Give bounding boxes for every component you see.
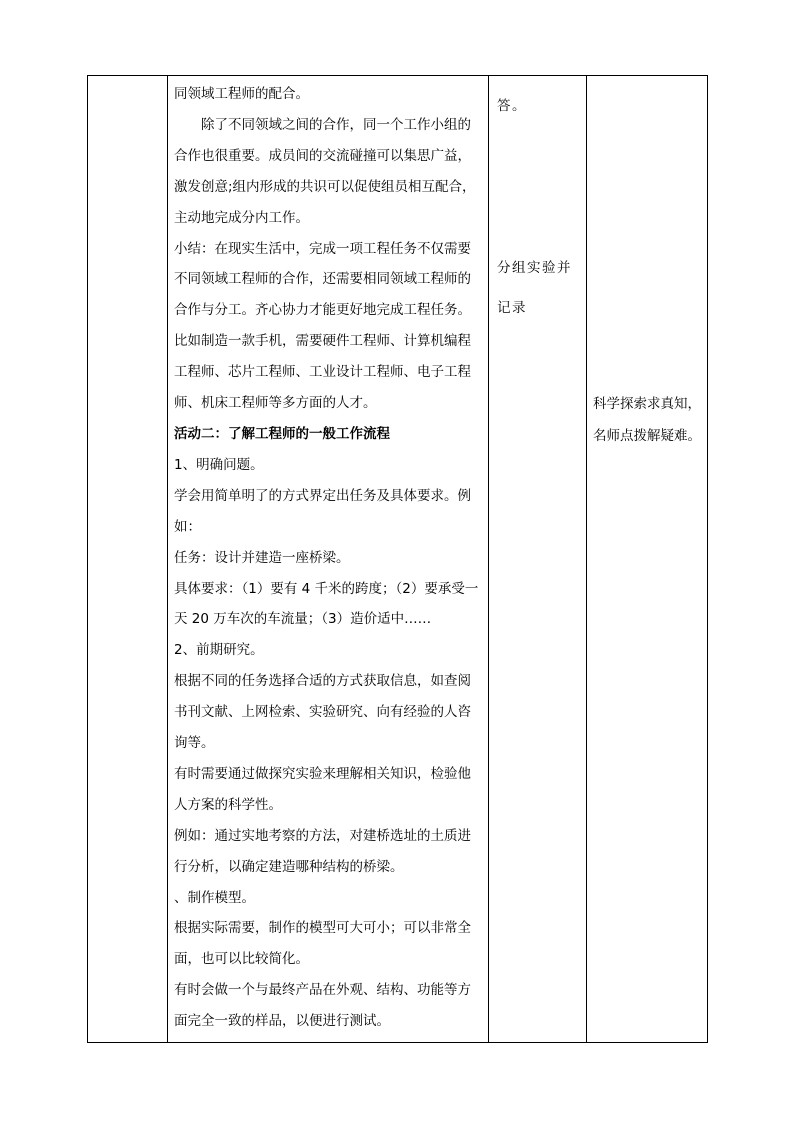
content-paragraph: 小结：在现实生活中，完成一项工程任务不仅需要不同领域工程师的合作，还需要相同领域工程师的合作与分工。齐心协力才能更好地完成工程任务。比如制造一款手机，需要硬件工程师、计算机编程工程师、芯片工程师、工业设计工程师、电子工程师、机床工程师等多方面的人才。 bbox=[174, 240, 471, 412]
student-activity bbox=[489, 76, 586, 1042]
design-intent-text: 科学探索求真知，名师点拨解疑难。 bbox=[593, 396, 701, 444]
content-paragraph: 有时会做一个与最终产品在外观、结构、功能等方面完全一致的样品，以便进行测试。 bbox=[174, 982, 471, 1030]
lesson-plan-table bbox=[87, 75, 708, 1043]
content-paragraph: 例如：通过实地考察的方法，对建桥选址的土质进行分析，以确定建造哪种结构的桥梁。 bbox=[174, 827, 471, 875]
content-paragraph: 根据不同的任务选择合适的方式获取信息，如查阅书刊文献、上网检索、实验研究、向有经验的人咨询等。 bbox=[174, 673, 471, 752]
content-paragraph: 2、前期研究。 bbox=[174, 642, 264, 659]
content-paragraph: 根据实际需要，制作的模型可大可小；可以非常全面，也可以比较简化。 bbox=[174, 920, 471, 968]
student-activity-line: 答。 bbox=[497, 98, 527, 114]
student-activity-cell bbox=[489, 76, 587, 1043]
content-paragraph: 学会用简单明了的方式界定出任务及具体要求。例如： bbox=[174, 487, 471, 535]
content-paragraph: 1、明确问题。 bbox=[174, 456, 264, 473]
content-paragraph: 有时需要通过做探究实验来理解相关知识，检验他人方案的科学性。 bbox=[174, 765, 471, 813]
content-paragraph: 、制作模型。 bbox=[174, 889, 255, 906]
table-row bbox=[88, 76, 708, 1043]
design-intent bbox=[587, 76, 707, 1042]
design-intent-cell bbox=[587, 76, 708, 1043]
teaching-content-cell bbox=[168, 76, 489, 1043]
stage-cell bbox=[88, 76, 168, 1043]
content-paragraph: 活动二：了解工程师的一般工作流程 bbox=[174, 425, 390, 442]
content-paragraph: 同领域工程师的配合。 bbox=[174, 86, 309, 102]
teaching-content bbox=[168, 76, 488, 1037]
student-activity-line: 分组实验并记录 bbox=[497, 260, 572, 316]
content-paragraph: 具体要求：（1）要有 4 千米的跨度；（2）要承受一天 20 万车次的车流量；（3）造价适中…… bbox=[174, 580, 479, 628]
content-paragraph: 除了不同领域之间的合作，同一个工作小组的合作也很重要。成员间的交流碰撞可以集思广益，激发创意;组内形成的共识可以促使组员相互配合，主动地完成分内工作。 bbox=[174, 116, 476, 226]
content-paragraph: 任务：设计并建造一座桥梁。 bbox=[174, 549, 350, 566]
